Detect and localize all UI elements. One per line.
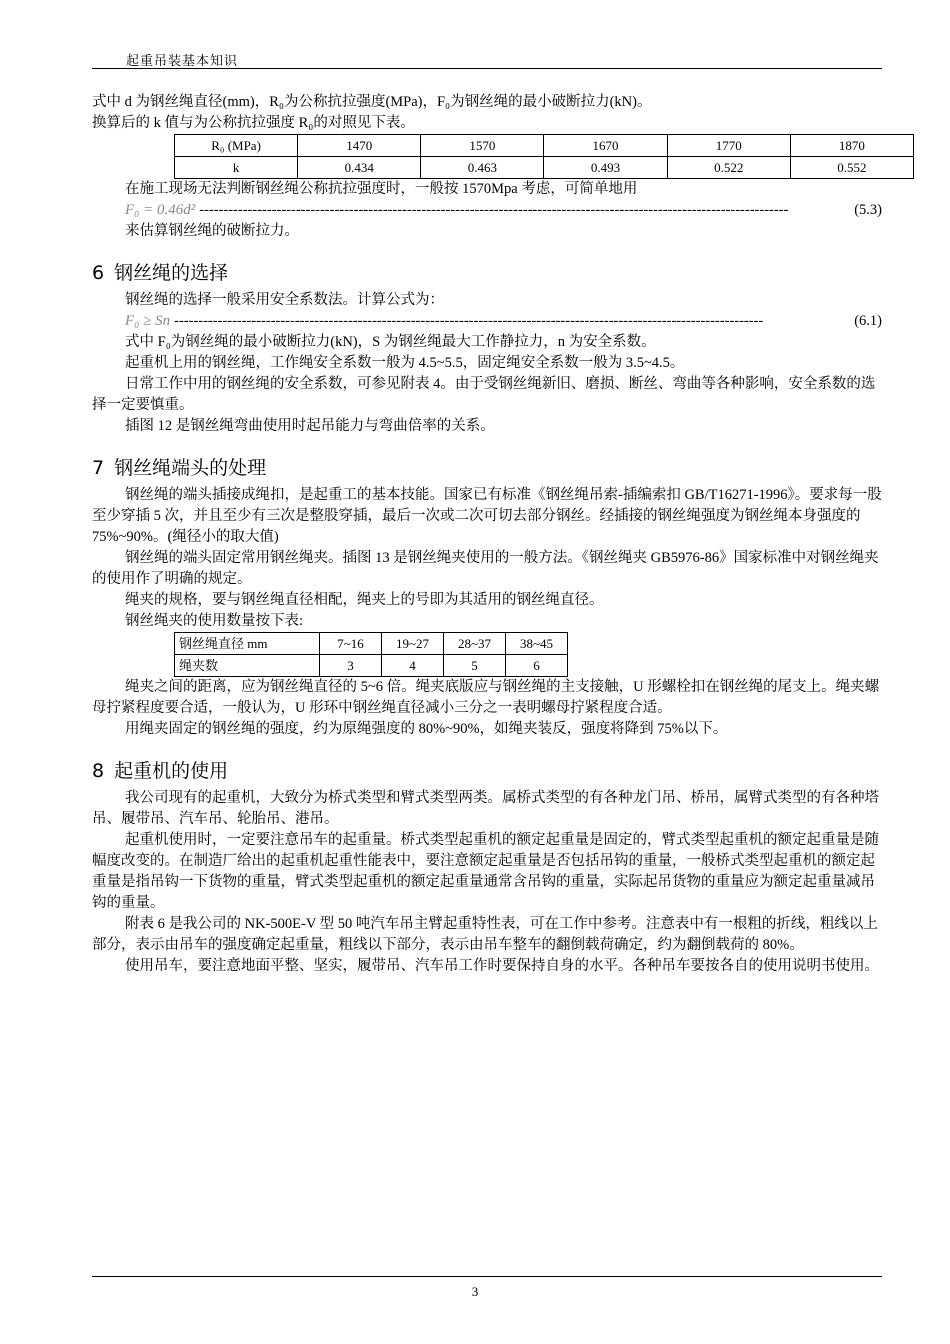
table-cell: 7~16	[320, 633, 382, 655]
paragraph: 我公司现有的起重机，大致分为桥式类型和臂式类型两类。属桥式类型的有各种龙门吊、桥吊，属臂式类型的有各种塔吊、履带吊、汽车吊、轮胎吊、港吊。	[92, 790, 879, 827]
section-number: 8	[92, 760, 105, 782]
page-body	[92, 92, 882, 977]
paragraph: 钢丝绳的端头固定常用钢丝绳夹。插图 13 是钢丝绳夹使用的一般方法。《钢丝绳夹 GB5976-86》国家标准中对钢丝绳夹的使用作了明确的规定。	[92, 550, 879, 587]
formula-number: (5.3)	[854, 202, 882, 218]
paragraph: 起重机上用的钢丝绳，工作绳安全系数一般为 4.5~5.5，固定绳安全系数一般为 3.5~4.5。	[125, 355, 685, 371]
table-cell: 绳夹数	[175, 655, 320, 677]
table-cell: R₀ (MPa)	[175, 135, 298, 157]
table-cell: 19~27	[382, 633, 444, 655]
leader-dashes: --------------------------------------------------------------------------------------------------------------------------	[174, 313, 764, 329]
paragraph: 使用吊车，要注意地面平整、坚实，履带吊、汽车吊工作时要保持自身的水平。各种吊车要按各自的使用说明书使用。	[125, 958, 879, 974]
table-cell: 1670	[544, 135, 667, 157]
table-cell: 5	[444, 655, 506, 677]
table-cell: 0.522	[667, 157, 790, 179]
paragraph: 式中 F₀为钢丝绳的最小破断拉力(kN)，S 为钢丝绳最大工作静拉力，n 为安全系数。	[125, 334, 656, 350]
paragraph: 附表 6 是我公司的 NK-500E-V 型 50 吨汽车吊主臂起重特性表，可在工作中参考。注意表中有一根粗的折线，粗线以上部分，表示由吊车的强度确定起重量，粗线以下部分，表示由吊车整车的翻倒载荷确定，约为翻倒载荷的 80%。	[92, 916, 878, 953]
paragraph: 日常工作中用的钢丝绳的安全系数，可参见附表 4。由于受钢丝绳新旧、磨损、断丝、弯曲等各种影响，安全系数的选择一定要慎重。	[92, 376, 876, 413]
table-row	[175, 655, 568, 677]
footer-rule	[92, 1276, 882, 1277]
paragraph: 钢丝绳的端头插接成绳扣，是起重工的基本技能。国家已有标准《钢丝绳吊索-插编索扣 GB/T16271-1996》。要求每一股至少穿插 5 次，并且至少有三次是整股穿插，最后一次或二次可切去部分钢丝。经插接的钢丝绳强度为钢丝绳本身强度的 75%~90%。(绳径小的取大值)	[92, 487, 882, 545]
section-number: 7	[92, 457, 105, 479]
table-cell: 1570	[421, 135, 544, 157]
paragraph: 来估算钢丝绳的破断拉力。	[125, 223, 299, 239]
paragraph: 绳夹之间的距离，应为钢丝绳直径的 5~6 倍。绳夹底版应与钢丝绳的主支接触，U 形螺栓扣在钢丝绳的尾支上。绳夹螺母拧紧程度要合适，一般认为，U 形环中钢丝绳直径减小三分之一表明螺母拧紧程度合适。	[92, 679, 880, 716]
formula-expression: F₀ = 0.46d²	[125, 202, 196, 218]
table-cell: 1470	[298, 135, 421, 157]
clamp-count-table	[174, 632, 568, 677]
table-cell: 28~37	[444, 633, 506, 655]
section-heading-6	[92, 260, 882, 286]
section-title: 钢丝绳的选择	[114, 262, 229, 284]
formula-6-1	[125, 311, 882, 332]
paragraph: 起重机使用时，一定要注意吊车的起重量。桥式类型起重机的额定起重量是固定的，臂式类型起重机的额定起重量是随幅度改变的。在制造厂给出的起重机起重性能表中，要注意额定起重量是否包括吊钩的重量，一般桥式类型起重机的额定起重量是指吊钩一下货物的重量，臂式类型起重机的额定起重量通常含吊钩的重量，实际起吊货物的重量应为额定起重量减吊钩的重量。	[92, 832, 879, 911]
paragraph: 式中 d 为钢丝绳直径(mm)，R₀为公称抗拉强度(MPa)，F₀为钢丝绳的最小破断拉力(kN)。	[92, 94, 652, 110]
table-cell: 0.552	[790, 157, 913, 179]
section-title: 起重机的使用	[114, 760, 229, 782]
table-cell: 0.434	[298, 157, 421, 179]
section-title: 钢丝绳端头的处理	[114, 457, 267, 479]
paragraph: 钢丝绳夹的使用数量按下表:	[125, 613, 304, 629]
table-row	[175, 633, 568, 655]
paragraph: 绳夹的规格，要与钢丝绳直径相配，绳夹上的号即为其适用的钢丝绳直径。	[125, 592, 604, 608]
formula-expression: F₀ ≥ Sn	[125, 313, 171, 329]
paragraph: 换算后的 k 值与为公称抗拉强度 R₀的对照见下表。	[92, 115, 415, 131]
section-heading-8	[92, 758, 882, 784]
paragraph: 用绳夹固定的钢丝绳的强度，约为原绳强度的 80%~90%，如绳夹装反，强度将降到 75%以下。	[125, 721, 728, 737]
table-cell: 4	[382, 655, 444, 677]
paragraph: 在施工现场无法判断钢丝绳公称抗拉强度时，一般按 1570Mpa 考虑，可简单地用	[125, 181, 638, 197]
paragraph: 插图 12 是钢丝绳弯曲使用时起吊能力与弯曲倍率的关系。	[125, 418, 495, 434]
k-value-table	[174, 134, 914, 179]
page-number: 3	[471, 1284, 479, 1299]
table-cell: 6	[506, 655, 568, 677]
table-cell: 3	[320, 655, 382, 677]
formula-5-3	[125, 200, 882, 221]
table-cell: k	[175, 157, 298, 179]
section-heading-7	[92, 455, 882, 481]
table-cell: 38~45	[506, 633, 568, 655]
formula-number: (6.1)	[854, 313, 882, 329]
table-cell: 0.463	[421, 157, 544, 179]
paragraph: 钢丝绳的选择一般采用安全系数法。计算公式为：	[125, 292, 444, 308]
table-row	[175, 157, 914, 179]
table-row	[175, 135, 914, 157]
leader-dashes: --------------------------------------------------------------------------------------------------------------------------	[199, 202, 789, 218]
table-cell: 1870	[790, 135, 913, 157]
header-rule	[92, 68, 882, 69]
section-number: 6	[92, 262, 105, 284]
table-cell: 1770	[667, 135, 790, 157]
running-header: 起重吊装基本知识	[126, 53, 239, 68]
table-cell: 钢丝绳直径 mm	[175, 633, 320, 655]
table-cell: 0.493	[544, 157, 667, 179]
